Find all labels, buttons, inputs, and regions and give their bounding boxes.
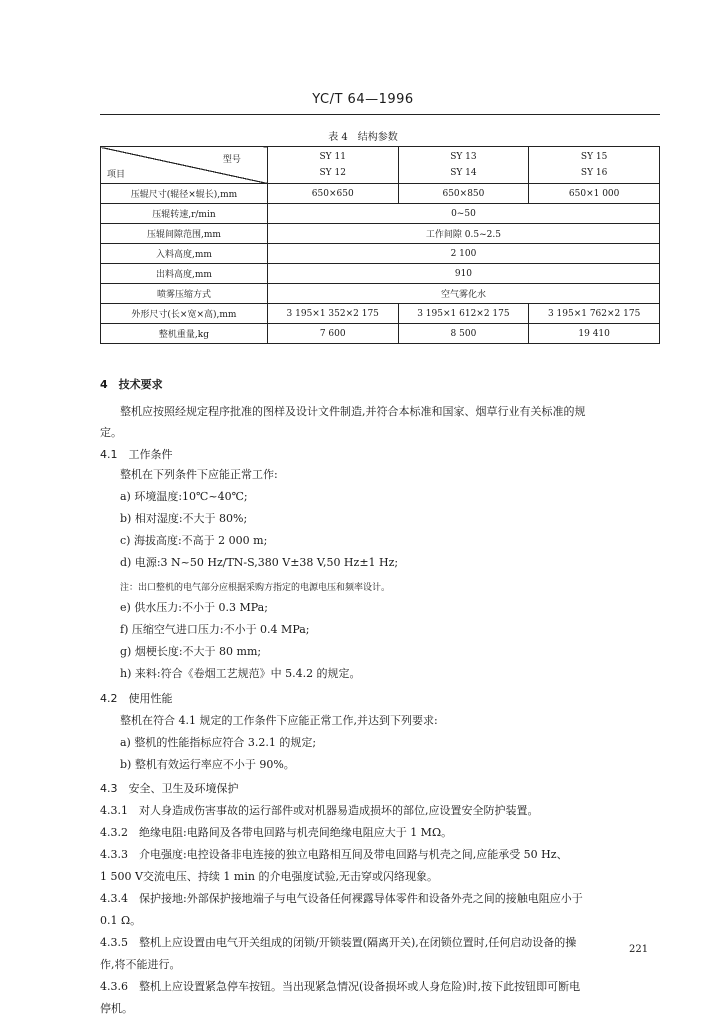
table-cell: 3 195×1 762×2 175 [529,304,660,324]
table-cell: 8 500 [398,324,529,344]
row-item-label: 压辊转速,r/min [101,204,268,224]
table-cell: 650×1 000 [529,184,660,204]
model-line: SY 12 [319,168,346,178]
page-number: 221 [629,944,649,955]
table-row [101,224,660,244]
list-item: b) 整机有效运行率应不小于 90%。 [120,758,295,771]
row-item-label: 压辊间隙范围,mm [101,224,268,244]
list-item: d) 电源:3 N~50 Hz/TN-S,380 V±38 V,50 Hz±1 Hz; [120,556,399,569]
model-header-cell [529,147,660,184]
note-text: 注：出口整机的电气部分应根据采购方指定的电源电压和频率设计。 [120,583,391,593]
model-header-cell [267,147,398,184]
clause-line: 1 500 V交流电压、持续 1 min 的介电强度试验,无击穿或闪络现象。 [100,870,438,883]
table-corner-cell [101,147,268,184]
model-header-cell [398,147,529,184]
list-item: a) 整机的性能指标应符合 3.2.1 的规定; [120,736,317,749]
list-item: b) 相对湿度:不大于 80%; [120,512,248,525]
table-row [101,324,660,344]
table-cell-merged: 空气雾化水 [267,284,659,304]
list-item: h) 来料:符合《卷烟工艺规范》中 5.4.2 的规定。 [120,667,361,680]
table-row [101,204,660,224]
row-item-label: 压辊尺寸(辊径×辊长),mm [101,184,268,204]
list-item: e) 供水压力:不小于 0.3 MPa; [120,601,268,614]
row-item-label: 出料高度,mm [101,264,268,284]
clause-line: 作,将不能进行。 [100,958,181,971]
table-row [101,284,660,304]
list-item: a) 环境温度:10℃~40℃; [120,490,248,503]
clause-line: 0.1 Ω。 [100,914,142,927]
structure-parameters-table [100,146,660,344]
table-row [101,244,660,264]
row-item-label: 喷雾压缩方式 [101,284,268,304]
table-cell: 650×850 [398,184,529,204]
model-line: SY 11 [319,152,346,162]
table-row [101,184,660,204]
table-cell: 19 410 [529,324,660,344]
table-cell-merged: 0~50 [267,204,659,224]
table-cell: 7 600 [267,324,398,344]
standard-number-header: YC/T 64—1996 [312,92,414,107]
clause-line: 4.3.4 保护接地:外部保护接地端子与电气设备任何裸露导体零件和设备外壳之间的接触电阻应小于 [100,892,583,905]
model-line: SY 15 [580,152,608,162]
table-cell: 3 195×1 352×2 175 [267,304,398,324]
clause-line: 4.3.5 整机上应设置由电气开关组成的闭锁/开锁装置(隔离开关),在闭锁位置时,任何启动设备的操 [100,936,577,949]
paragraph-line: 整机应按照经规定程序批准的图样及设计文件制造,并符合本标准和国家、烟草行业有关标准的规 [120,405,586,418]
paragraph-line: 整机在符合 4.1 规定的工作条件下应能正常工作,并达到下列要求: [120,714,438,727]
list-item: c) 海拔高度:不高于 2 000 m; [120,534,268,547]
model-line: SY 14 [450,168,477,178]
table-row [101,264,660,284]
list-item: g) 烟梗长度:不大于 80 mm; [120,645,262,658]
subsection-heading: 4.3 安全、卫生及环境保护 [100,782,239,795]
subsection-heading: 4.1 工作条件 [100,448,173,461]
clause-line: 停机。 [100,1002,133,1015]
table-caption: 表 4 结构参数 [328,132,398,143]
header-rule [100,114,660,115]
row-item-label: 整机重量,kg [101,324,268,344]
clause-line: 4.3.1 对人身造成伤害事故的运行部件或对机器易造成损坏的部位,应设置安全防护装置。 [100,804,539,817]
row-item-label: 外形尺寸(长×宽×高),mm [101,304,268,324]
corner-model-label: 型号 [222,155,241,165]
corner-item-label: 项目 [107,170,126,180]
table-row [101,304,660,324]
clause-line: 4.3.3 介电强度:电控设备非电连接的独立电路相互间及带电回路与机壳之间,应能承受 50 Hz、 [100,848,568,861]
paragraph-line: 定。 [100,426,122,439]
section-heading: 4 技术要求 [100,378,163,391]
clause-line: 4.3.2 绝缘电阻:电路间及各带电回路与机壳间绝缘电阻应大于 1 MΩ。 [100,826,453,839]
table-cell-merged: 2 100 [267,244,659,264]
table-cell-merged: 910 [267,264,659,284]
paragraph-line: 整机在下列条件下应能正常工作: [120,468,278,481]
table-cell: 650×650 [267,184,398,204]
table-header-row [101,147,660,184]
table-cell: 3 195×1 612×2 175 [398,304,529,324]
subsection-heading: 4.2 使用性能 [100,692,173,705]
model-line: SY 16 [580,168,608,178]
clause-line: 4.3.6 整机上应设置紧急停车按钮。当出现紧急情况(设备损坏或人身危险)时,按下此按钮即可断电 [100,980,581,993]
table-cell-merged: 工作间隙 0.5~2.5 [267,224,659,244]
model-line: SY 13 [450,152,477,162]
row-item-label: 入料高度,mm [101,244,268,264]
list-item: f) 压缩空气进口压力:不小于 0.4 MPa; [120,623,310,636]
